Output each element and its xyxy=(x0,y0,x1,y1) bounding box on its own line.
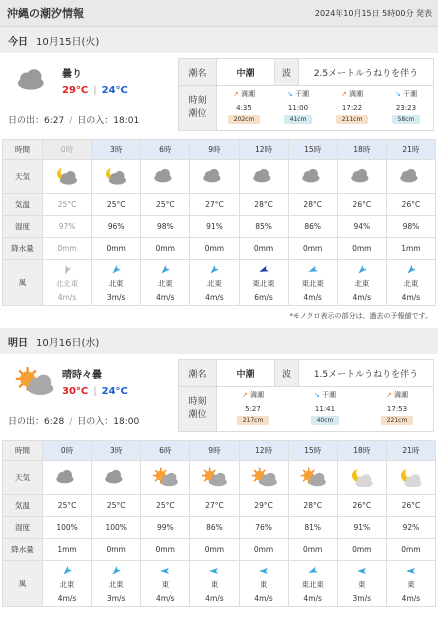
tide-level: 202cm xyxy=(228,115,261,124)
tide-entry xyxy=(217,387,289,431)
temp-cell: 28°C xyxy=(239,194,288,216)
hour-header: 6時 xyxy=(141,441,190,461)
humidity-cell: 85% xyxy=(239,216,288,238)
hour-header: 9時 xyxy=(190,441,239,461)
page-title: 沖縄の潮汐情報 xyxy=(7,7,84,20)
wind-speed: 4m/s xyxy=(401,593,421,603)
wave-info: 2.5メートルうねりを伴う xyxy=(299,59,434,86)
sun-cloud-icon xyxy=(14,366,54,396)
tide-entry xyxy=(289,387,361,431)
row-label-temp: 気温 xyxy=(3,194,43,216)
temp-cell: 26°C xyxy=(386,495,435,517)
wave-label: 波 xyxy=(275,360,299,387)
sun-times: 日の出：6:28 / 日の入：18:00 xyxy=(8,417,140,427)
tide-table xyxy=(178,359,434,432)
weather-cell xyxy=(288,160,337,194)
wave-label: 波 xyxy=(275,59,299,86)
humidity-cell: 96% xyxy=(92,216,141,238)
humidity-cell: 91% xyxy=(337,517,386,539)
hour-header: 9時 xyxy=(190,140,239,160)
wind-speed: 4m/s xyxy=(303,593,322,603)
wind-arrow-icon xyxy=(240,565,288,577)
tide-level: 58cm xyxy=(392,115,421,124)
wind-direction: 東 xyxy=(358,579,366,589)
rain-cell: 0mm xyxy=(92,539,141,561)
tide-entry xyxy=(361,387,433,431)
wind-arrow-icon xyxy=(190,264,238,276)
arrow-down-icon: ↘ xyxy=(394,90,401,98)
humidity-cell: 92% xyxy=(386,517,435,539)
wind-cell xyxy=(337,260,386,306)
issued-date: 2024年10月15日 5時00分 発表 xyxy=(314,8,432,18)
row-label-humidity: 湿度 xyxy=(3,216,43,238)
wind-arrow-icon xyxy=(338,565,386,577)
rain-cell: 1mm xyxy=(386,238,435,260)
tide-time: 4:35 xyxy=(236,104,252,112)
wind-arrow-icon xyxy=(289,565,337,577)
rain-cell: 0mm xyxy=(92,238,141,260)
rain-cell: 0mm xyxy=(288,539,337,561)
wind-direction: 北東 xyxy=(403,278,419,288)
wind-speed: 4m/s xyxy=(254,593,273,603)
weather-cell xyxy=(92,461,141,495)
humidity-cell: 76% xyxy=(239,517,288,539)
humidity-cell: 91% xyxy=(190,216,239,238)
wind-direction: 北東 xyxy=(206,278,222,288)
temp-cell: 25°C xyxy=(43,194,92,216)
weather-cell xyxy=(386,461,435,495)
past-forecast-note: *モノクロ表示の部分は、過去の予報値です。 xyxy=(289,312,432,320)
weather-cell xyxy=(92,160,141,194)
humidity-cell: 99% xyxy=(141,517,190,539)
tide-name: 中潮 xyxy=(217,360,275,387)
wind-direction: 北東 xyxy=(157,278,173,288)
tide-level: 41cm xyxy=(284,115,313,124)
wind-cell xyxy=(43,561,92,607)
hour-header: 18時 xyxy=(337,140,386,160)
tide-time: 11:41 xyxy=(314,405,336,413)
rain-cell: 0mm xyxy=(239,539,288,561)
sunset: 日の入：18:00 xyxy=(77,417,140,427)
tide-kind: 干潮 xyxy=(295,90,310,98)
row-label-time: 時間 xyxy=(3,441,43,461)
cloud-icon xyxy=(349,179,375,188)
wind-cell xyxy=(386,260,435,306)
wind-speed: 4m/s xyxy=(352,292,372,302)
hour-header: 15時 xyxy=(288,441,337,461)
wind-direction: 東北東 xyxy=(252,278,275,288)
wind-arrow-icon xyxy=(141,565,189,577)
day-label: 今日 xyxy=(8,36,28,48)
row-label-humidity: 湿度 xyxy=(3,517,43,539)
wind-arrow-icon xyxy=(387,565,435,577)
rain-cell: 0mm xyxy=(141,539,190,561)
tide-entry xyxy=(325,86,379,130)
tide-time: 23:23 xyxy=(395,104,417,112)
wind-speed: 3m/s xyxy=(106,593,126,603)
day-summary xyxy=(0,53,438,139)
tide-level: 211cm xyxy=(336,115,369,124)
wind-cell xyxy=(386,561,435,607)
rain-cell: 0mm xyxy=(239,238,288,260)
sun-cloud-icon xyxy=(201,480,227,489)
wind-arrow-icon xyxy=(92,264,140,276)
tide-time: 17:22 xyxy=(341,104,363,112)
wind-direction: 東北東 xyxy=(301,579,324,589)
tide-entry xyxy=(217,86,271,130)
sunrise: 日の出：6:27 xyxy=(8,116,65,126)
sun-times: 日の出：6:27 / 日の入：18:01 xyxy=(8,116,140,126)
temp-high: 30°C xyxy=(62,386,89,397)
wind-arrow-icon xyxy=(338,264,386,276)
wind-speed: 3m/s xyxy=(352,593,372,603)
rain-cell: 0mm xyxy=(190,539,239,561)
forecast-table xyxy=(2,440,436,607)
rain-cell: 1mm xyxy=(43,539,92,561)
tide-entry xyxy=(271,86,325,130)
tide-time-label: 時刻 潮位 xyxy=(179,387,217,432)
sun-cloud-icon xyxy=(152,480,178,489)
row-label-temp: 気温 xyxy=(3,495,43,517)
wind-direction: 東 xyxy=(259,579,268,589)
cloud-icon xyxy=(14,65,54,95)
tide-time: 17:53 xyxy=(386,405,408,413)
hour-header: 0時 xyxy=(43,441,92,461)
wind-arrow-icon xyxy=(387,264,435,276)
tide-name: 中潮 xyxy=(217,59,275,86)
temp-cell: 26°C xyxy=(337,194,386,216)
wind-cell xyxy=(141,561,190,607)
sun-cloud-icon xyxy=(251,480,277,489)
humidity-cell: 98% xyxy=(386,216,435,238)
temp-cell: 26°C xyxy=(337,495,386,517)
tide-kind: 満潮 xyxy=(349,90,364,98)
weather-label: 曇り xyxy=(62,69,82,80)
rain-cell: 0mm xyxy=(337,539,386,561)
wind-arrow-icon xyxy=(240,264,288,276)
wind-cell xyxy=(337,561,386,607)
wind-direction: 北東 xyxy=(59,579,75,589)
moon-cloud-icon xyxy=(54,179,80,188)
arrow-down-icon: ↘ xyxy=(313,391,320,399)
cloud-icon xyxy=(54,480,80,489)
cloud-icon xyxy=(398,179,424,188)
day-section-0 xyxy=(0,27,438,328)
cloud-icon xyxy=(103,480,129,489)
temp-high: 29°C xyxy=(62,85,89,96)
row-label-wind: 風 xyxy=(3,561,43,607)
weather-cell xyxy=(43,461,92,495)
rain-cell: 0mm xyxy=(141,238,190,260)
wind-direction: 東 xyxy=(407,579,415,589)
tide-kind: 干潮 xyxy=(322,391,337,399)
tide-kind: 満潮 xyxy=(250,391,265,399)
temp-low: 24°C xyxy=(101,85,128,96)
row-label-wind: 風 xyxy=(3,260,43,306)
arrow-up-icon: ↗ xyxy=(232,90,239,98)
wind-direction: 北北東 xyxy=(55,278,79,288)
sunrise: 日の出：6:28 xyxy=(8,417,65,427)
arrow-up-icon: ↗ xyxy=(340,90,347,98)
tide-kind: 干潮 xyxy=(403,90,418,98)
rain-cell: 0mm xyxy=(288,238,337,260)
tide-time-label: 時刻 潮位 xyxy=(179,86,217,131)
weather-cell xyxy=(141,461,190,495)
wind-direction: 北東 xyxy=(108,579,124,589)
day-label: 明日 xyxy=(8,337,28,349)
hour-header: 15時 xyxy=(288,140,337,160)
wind-direction: 東北東 xyxy=(301,278,324,288)
tide-time: 5:27 xyxy=(245,405,261,413)
weather-label: 晴時々曇 xyxy=(62,370,102,381)
temperature-summary: 29°C | 24°C xyxy=(62,85,128,96)
hour-header: 21時 xyxy=(386,441,435,461)
day-section-1 xyxy=(0,328,438,607)
temp-cell: 25°C xyxy=(92,194,141,216)
weather-cell xyxy=(337,461,386,495)
temp-cell: 25°C xyxy=(141,495,190,517)
day-date: 10月16日(水) xyxy=(36,337,100,349)
tide-level: 221cm xyxy=(381,416,414,425)
hour-header: 3時 xyxy=(92,140,141,160)
wind-speed: 4m/s xyxy=(156,593,175,603)
wind-speed: 4m/s xyxy=(205,593,224,603)
tide-entry xyxy=(379,86,433,130)
day-header xyxy=(0,27,438,53)
hour-header: 12時 xyxy=(239,441,288,461)
hour-header: 0時 xyxy=(43,140,92,160)
rain-cell: 0mm xyxy=(386,539,435,561)
day-summary xyxy=(0,354,438,440)
tide-name-label: 潮名 xyxy=(179,360,217,387)
weather-cell xyxy=(141,160,190,194)
wind-arrow-icon xyxy=(43,264,91,276)
weather-cell xyxy=(288,461,337,495)
humidity-cell: 98% xyxy=(141,216,190,238)
wind-direction: 東 xyxy=(161,579,170,589)
row-label-weather: 天気 xyxy=(3,160,43,194)
wind-cell xyxy=(92,260,141,306)
wind-arrow-icon xyxy=(289,264,337,276)
rain-cell: 0mm xyxy=(190,238,239,260)
humidity-cell: 100% xyxy=(92,517,141,539)
weather-cell xyxy=(190,461,239,495)
temp-cell: 27°C xyxy=(190,194,239,216)
arrow-down-icon: ↘ xyxy=(286,90,293,98)
wind-arrow-icon xyxy=(43,565,91,577)
weather-cell xyxy=(337,160,386,194)
wind-speed: 4m/s xyxy=(57,593,77,603)
weather-cell xyxy=(239,461,288,495)
hour-header: 3時 xyxy=(92,441,141,461)
humidity-cell: 81% xyxy=(288,517,337,539)
temp-cell: 28°C xyxy=(288,495,337,517)
moon-icon xyxy=(398,480,424,489)
rain-cell: 0mm xyxy=(43,238,92,260)
humidity-cell: 100% xyxy=(43,517,92,539)
tide-level: 40cm xyxy=(311,416,340,425)
page-header xyxy=(0,0,438,27)
day-date: 10月15日(火) xyxy=(36,36,100,48)
temp-cell: 27°C xyxy=(190,495,239,517)
row-label-rain: 降水量 xyxy=(3,539,43,561)
moon-icon xyxy=(349,480,375,489)
sun-cloud-icon xyxy=(300,480,326,489)
wind-speed: 4m/s xyxy=(57,292,77,302)
arrow-up-icon: ↗ xyxy=(241,391,248,399)
wind-speed: 4m/s xyxy=(401,292,421,302)
tide-level: 217cm xyxy=(237,416,270,425)
wind-arrow-icon xyxy=(92,565,140,577)
humidity-cell: 86% xyxy=(288,216,337,238)
temp-cell: 25°C xyxy=(43,495,92,517)
temp-cell: 25°C xyxy=(92,495,141,517)
row-label-weather: 天気 xyxy=(3,461,43,495)
tide-name-label: 潮名 xyxy=(179,59,217,86)
temp-cell: 25°C xyxy=(141,194,190,216)
wind-cell xyxy=(141,260,190,306)
temperature-summary: 30°C | 24°C xyxy=(62,386,128,397)
cloud-icon xyxy=(251,179,277,188)
wind-speed: 4m/s xyxy=(303,292,322,302)
wind-cell xyxy=(288,561,337,607)
wind-direction: 北東 xyxy=(108,278,124,288)
hour-header: 18時 xyxy=(337,441,386,461)
hour-header: 6時 xyxy=(141,140,190,160)
tide-kind: 満潮 xyxy=(241,90,256,98)
temp-cell: 26°C xyxy=(386,194,435,216)
weather-cell xyxy=(239,160,288,194)
temp-cell: 28°C xyxy=(288,194,337,216)
wind-arrow-icon xyxy=(141,264,189,276)
tide-table xyxy=(178,58,434,131)
day-header xyxy=(0,328,438,354)
humidity-cell: 86% xyxy=(190,517,239,539)
wind-cell xyxy=(190,561,239,607)
wind-cell xyxy=(43,260,92,306)
wind-direction: 北東 xyxy=(354,278,370,288)
wind-cell xyxy=(288,260,337,306)
wind-cell xyxy=(239,260,288,306)
wind-cell xyxy=(92,561,141,607)
sunset: 日の入：18:01 xyxy=(77,116,140,126)
moon-cloud-icon xyxy=(103,179,129,188)
weather-cell xyxy=(43,160,92,194)
wind-cell xyxy=(239,561,288,607)
wind-speed: 6m/s xyxy=(254,292,273,302)
humidity-cell: 97% xyxy=(43,216,92,238)
hour-header: 21時 xyxy=(386,140,435,160)
wind-arrow-icon xyxy=(190,565,238,577)
rain-cell: 0mm xyxy=(337,238,386,260)
wind-speed: 3m/s xyxy=(106,292,126,302)
weather-cell xyxy=(190,160,239,194)
row-label-rain: 降水量 xyxy=(3,238,43,260)
cloud-icon xyxy=(152,179,178,188)
tide-time: 11:00 xyxy=(287,104,309,112)
forecast-table xyxy=(2,139,436,306)
arrow-up-icon: ↗ xyxy=(385,391,392,399)
cloud-icon xyxy=(201,179,227,188)
humidity-cell: 94% xyxy=(337,216,386,238)
tide-kind: 満潮 xyxy=(394,391,409,399)
weather-cell xyxy=(386,160,435,194)
temp-low: 24°C xyxy=(101,386,128,397)
temp-cell: 29°C xyxy=(239,495,288,517)
wind-speed: 4m/s xyxy=(156,292,175,302)
cloud-icon xyxy=(300,179,326,188)
wind-cell xyxy=(190,260,239,306)
wind-direction: 東 xyxy=(210,579,219,589)
hour-header: 12時 xyxy=(239,140,288,160)
wave-info: 1.5メートルうねりを伴う xyxy=(299,360,434,387)
wind-speed: 4m/s xyxy=(205,292,224,302)
row-label-time: 時間 xyxy=(3,140,43,160)
